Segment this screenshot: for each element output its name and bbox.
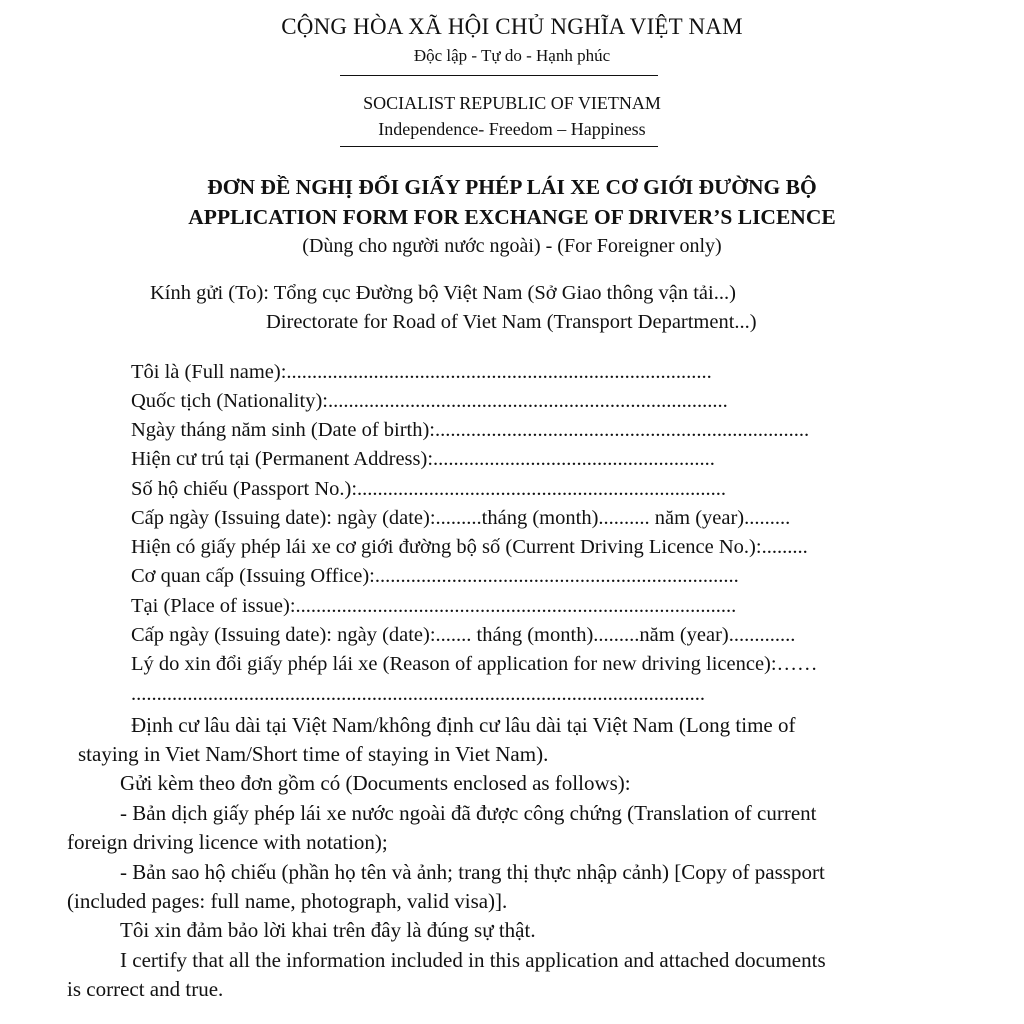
document-1-line-1: - Bản dịch giấy phép lái xe nước ngoài đã được công chứng (Translation of current	[120, 801, 817, 825]
field-current-licence-no: Hiện có giấy phép lái xe cơ giới đường bộ số (Current Driving Licence No.):.........	[131, 536, 808, 558]
national-title-en: SOCIALIST REPUBLIC OF VIETNAM	[363, 93, 661, 113]
certify-en-line-1: I certify that all the information included in this application and attached documents	[120, 948, 826, 972]
field-reason-continued: ................................................................................................................	[131, 683, 705, 705]
settlement-line-1: Định cư lâu dài tại Việt Nam/không định cư lâu dài tại Việt Nam (Long time of	[131, 713, 796, 737]
certify-vn: Tôi xin đảm bảo lời khai trên đây là đúng sự thật.	[120, 918, 536, 942]
motto-underline-en	[340, 146, 658, 147]
field-permanent-address: Hiện cư trú tại (Permanent Address):.......................................................	[131, 448, 715, 470]
field-place-of-issue: Tại (Place of issue):......................................................................................	[131, 595, 737, 617]
certify-en-line-2: is correct and true.	[67, 977, 224, 1001]
field-passport-no: Số hộ chiếu (Passport No.):........................................................................	[131, 478, 727, 500]
motto-underline-vn	[340, 75, 658, 76]
recipient-line-1: Kính gửi (To): Tổng cục Đường bộ Việt Nam (Sở Giao thông vận tải...)	[150, 282, 736, 304]
documents-enclosed-heading: Gửi kèm theo đơn gồm có (Documents enclosed as follows):	[120, 771, 631, 795]
document-2-line-2: (included pages: full name, photograph, valid visa)].	[67, 889, 508, 913]
document-1-line-2: foreign driving licence with notation);	[67, 830, 388, 854]
field-reason: Lý do xin đổi giấy phép lái xe (Reason of application for new driving licence):……	[131, 653, 818, 675]
national-title-vn: CỘNG HÒA XÃ HỘI CHỦ NGHĨA VIỆT NAM	[281, 14, 743, 39]
field-licence-issuing-date: Cấp ngày (Issuing date): ngày (date):....... tháng (month).........năm (year).............	[131, 624, 796, 646]
field-date-of-birth: Ngày tháng năm sinh (Date of birth):.........................................................................	[131, 419, 810, 441]
national-motto-en: Independence- Freedom – Happiness	[378, 119, 646, 139]
form-subtitle: (Dùng cho người nước ngoài) - (For Foreigner only)	[302, 235, 722, 257]
settlement-line-2: staying in Viet Nam/Short time of staying in Viet Nam).	[78, 742, 549, 766]
national-motto-vn: Độc lập - Tự do - Hạnh phúc	[413, 46, 611, 65]
document-2-line-1: - Bản sao hộ chiếu (phần họ tên và ảnh; trang thị thực nhập cảnh) [Copy of passport	[120, 860, 825, 884]
form-title-en: APPLICATION FORM FOR EXCHANGE OF DRIVER’S LICENCE	[188, 205, 836, 229]
field-passport-issuing-date: Cấp ngày (Issuing date): ngày (date):.........tháng (month).......... năm (year).........	[131, 507, 791, 529]
field-nationality: Quốc tịch (Nationality):..............................................................................	[131, 390, 728, 412]
field-issuing-office: Cơ quan cấp (Issuing Office):.......................................................................	[131, 565, 739, 587]
recipient-line-2: Directorate for Road of Viet Nam (Transport Department...)	[266, 311, 757, 333]
field-full-name: Tôi là (Full name):...................................................................................	[131, 361, 712, 383]
form-title-vn: ĐƠN ĐỀ NGHỊ ĐỔI GIẤY PHÉP LÁI XE CƠ GIỚI ĐƯỜNG BỘ	[207, 175, 817, 199]
